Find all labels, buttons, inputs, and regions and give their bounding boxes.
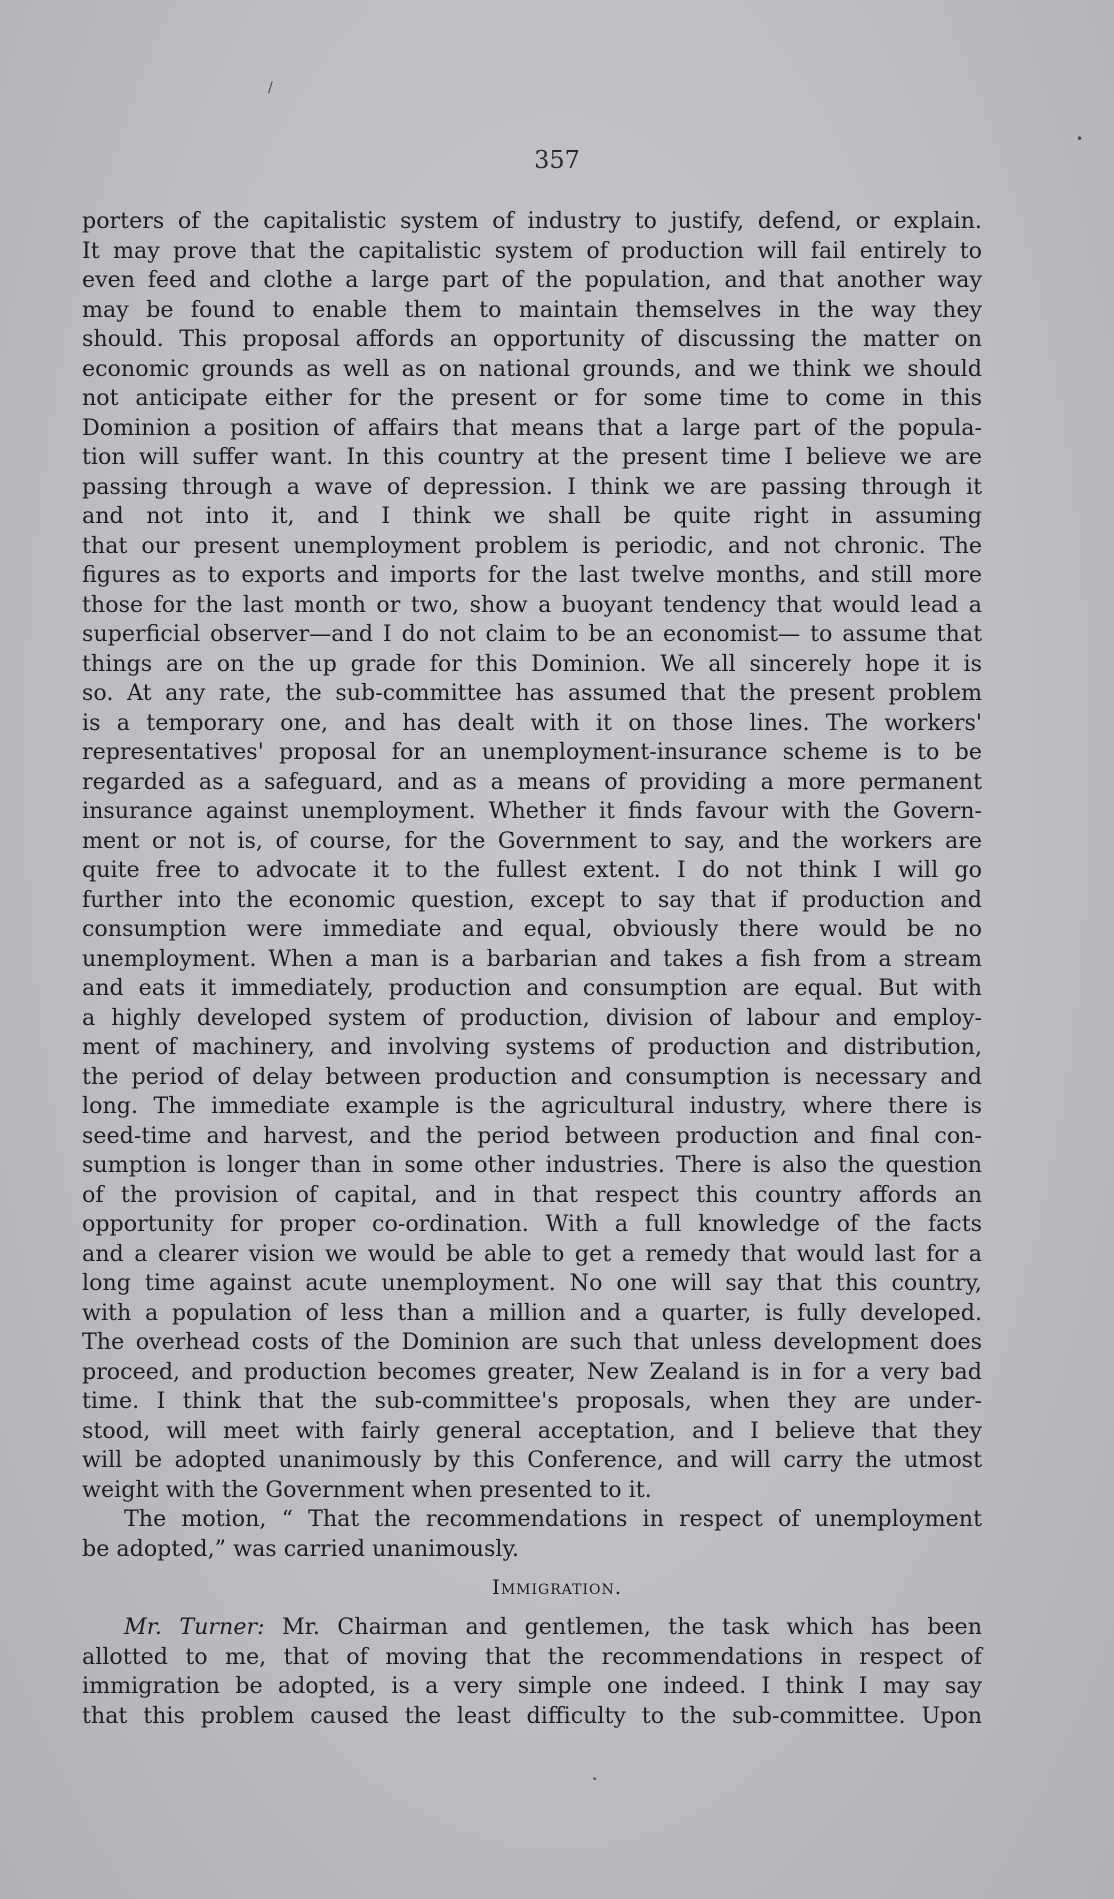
section-heading: Immigration. — [491, 1575, 623, 1599]
text-line: passing through a wave of depression. I think we are passing through it — [82, 473, 982, 500]
page-number: 357 — [534, 146, 580, 174]
text-line: things are on the up grade for this Dominion. We all sincerely hope it is — [82, 650, 982, 677]
text-line: and not into it, and I think we shall be quite right in assuming — [82, 503, 982, 529]
immigration-paragraph — [82, 1613, 982, 1731]
text-line: insurance against unemployment. Whether it finds favour with the Govern- — [82, 798, 982, 824]
text-line: will be adopted unanimously by this Conference, and will carry the utmost — [82, 1447, 982, 1473]
text-line: The overhead costs of the Dominion are such that unless development does — [82, 1329, 982, 1355]
text-line: economic grounds as well as on national grounds, and we think we should — [82, 355, 982, 382]
speck-mark: / — [268, 80, 273, 96]
text-line: unemployment. When a man is a barbarian and takes a fish from a stream — [82, 945, 982, 972]
text-line: of the provision of capital, and in that respect this country affords an — [82, 1181, 982, 1208]
main-paragraph — [82, 207, 982, 1564]
text-line: ment or not is, of course, for the Government to say, and the workers are — [82, 827, 982, 854]
text-line: those for the last month or two, show a buoyant tendency that would lead a — [82, 591, 982, 618]
text-line: weight with the Government when presented to it. — [82, 1476, 652, 1503]
text-line: ment of machinery, and involving systems of production and distribution, — [82, 1034, 982, 1060]
text-line: consumption were immediate and equal, obviously there would be no — [82, 916, 982, 942]
text-line: not anticipate either for the present or for some time to come in this — [82, 385, 982, 411]
text-line: opportunity for proper co-ordination. With a full knowledge of the facts — [82, 1211, 982, 1237]
text-line: is a temporary one, and has dealt with it on those lines. The workers' — [82, 709, 982, 736]
text-line: further into the economic question, except to say that if production and — [82, 886, 982, 913]
text-line: with a population of less than a million and a quarter, is fully developed. — [82, 1299, 982, 1326]
immigration-lines — [82, 1643, 982, 1732]
text-line: It may prove that the capitalistic system of production will fail entirely to — [82, 237, 982, 264]
speaker-name: Mr. Turner: — [124, 1614, 265, 1640]
motion-line: be adopted,” was carried unanimously. — [82, 1535, 520, 1562]
text-line: allotted to me, that of moving that the recommendations in respect of — [82, 1643, 982, 1670]
text-line: and a clearer vision we would be able to get a remedy that would last for a — [82, 1240, 982, 1267]
text-line: representatives' proposal for an unemployment-insurance scheme is to be — [82, 739, 982, 765]
speck-mark: • — [1076, 132, 1084, 146]
text-line: regarded as a safeguard, and as a means of providing a more permanent — [82, 768, 982, 795]
text-line: time. I think that the sub-committee's proposals, when they are under- — [82, 1388, 982, 1414]
text-line: quite free to advocate it to the fullest extent. I do not think I will go — [82, 857, 982, 883]
text-line: tion will suffer want. In this country at the present time I believe we are — [82, 444, 982, 470]
text-line: even feed and clothe a large part of the population, and that another way — [82, 267, 982, 293]
text-line: that this problem caused the least difficulty to the sub-committee. Upon — [82, 1702, 982, 1729]
text-line: immigration be adopted, is a very simple one indeed. I think I may say — [82, 1673, 982, 1699]
text-line: superficial observer—and I do not claim to be an economist— to assume that — [82, 621, 982, 647]
text-line: the period of delay between production and consumption is necessary and — [82, 1063, 982, 1090]
text-line: so. At any rate, the sub-committee has assumed that the present problem — [82, 680, 982, 706]
text-line: sumption is longer than in some other industries. There is also the question — [82, 1152, 982, 1178]
text-line: Dominion a position of affairs that means that a large part of the popula- — [82, 414, 982, 441]
immigration-first-line — [82, 1613, 982, 1643]
text-line: porters of the capitalistic system of industry to justify, defend, or explain. — [82, 208, 982, 234]
motion-line: The motion, “ That the recommendations in respect of unemployment — [124, 1506, 982, 1532]
text-line: seed-time and harvest, and the period between production and final con- — [82, 1122, 982, 1149]
speck-mark: • — [592, 1775, 598, 1785]
text-line: long. The immediate example is the agricultural industry, where there is — [82, 1093, 982, 1119]
text-line: figures as to exports and imports for the last twelve months, and still more — [82, 562, 982, 588]
text-line: and eats it immediately, production and consumption are equal. But with — [82, 975, 982, 1001]
text-line: proceed, and production becomes greater, New Zealand is in for a very bad — [82, 1358, 982, 1385]
text-line: stood, will meet with fairly general acceptation, and I believe that they — [82, 1417, 982, 1444]
text-line: that our present unemployment problem is periodic, and not chronic. The — [82, 532, 982, 559]
text-line: may be found to enable them to maintain themselves in the way they — [82, 296, 982, 323]
text-line: should. This proposal affords an opportunity of discussing the matter on — [82, 326, 982, 352]
text-line: a highly developed system of production, division of labour and employ- — [82, 1004, 982, 1031]
first-line-rest: Mr. Chairman and gentlemen, the task which has been — [264, 1614, 982, 1640]
text-line: long time against acute unemployment. No one will say that this country, — [82, 1270, 982, 1296]
